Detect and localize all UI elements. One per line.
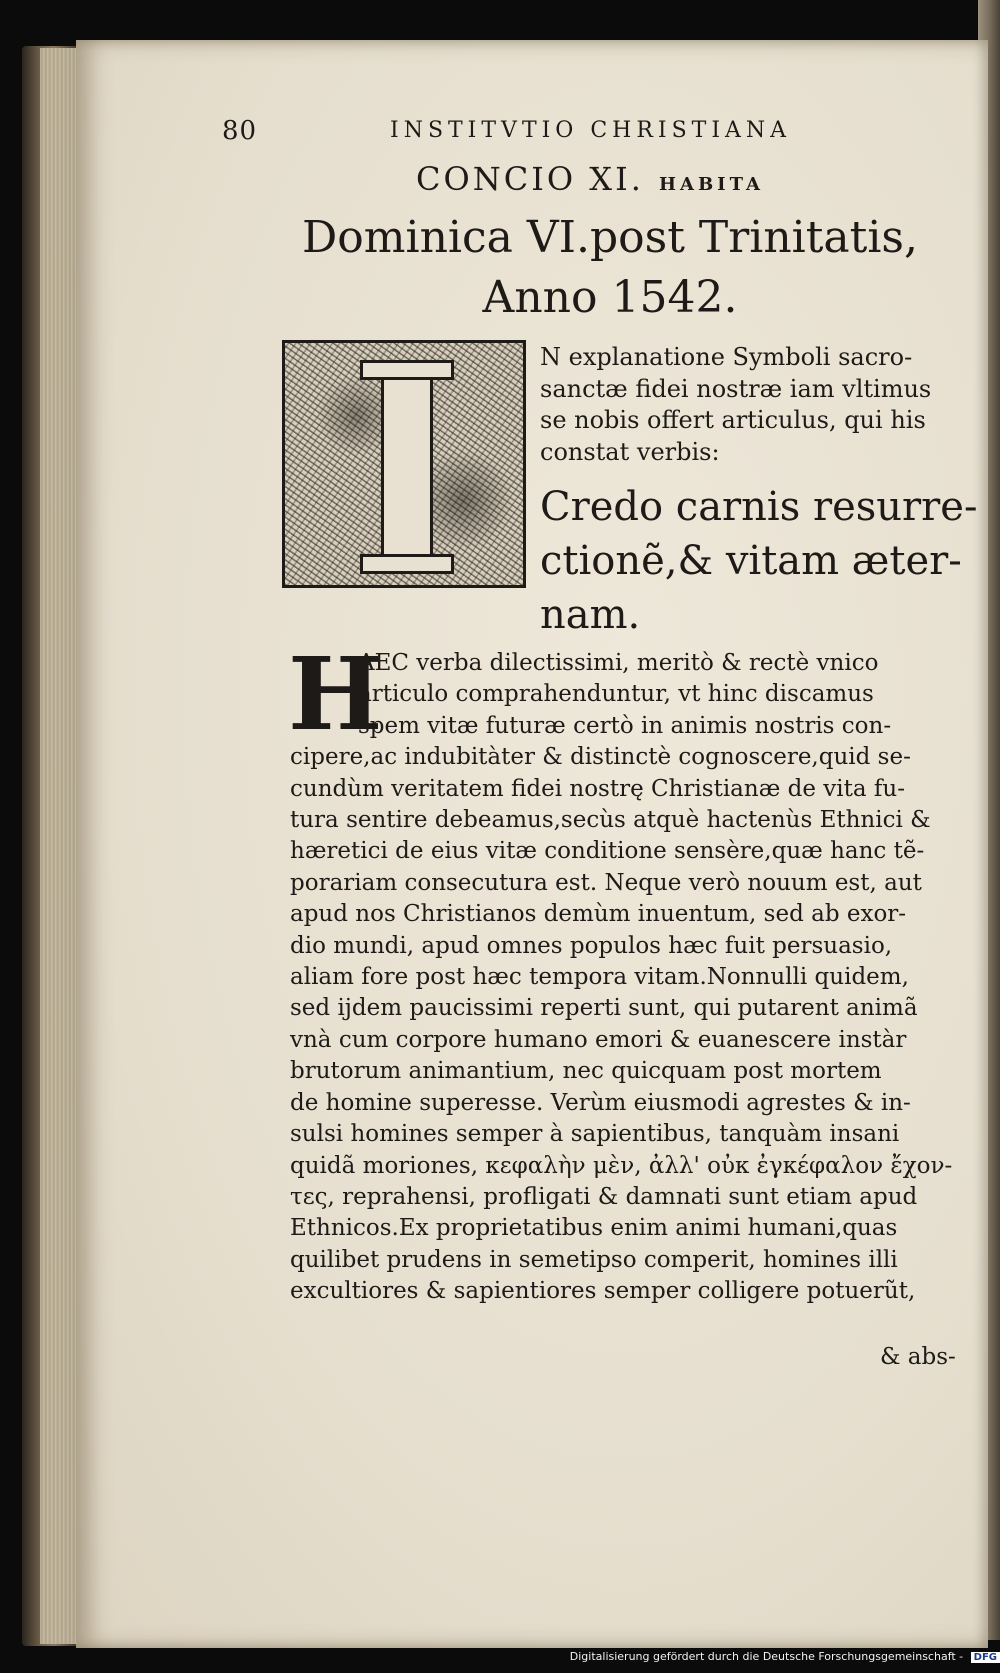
digitization-credit: [560, 1650, 1000, 1663]
body-line: quilibet prudens in semetipso comperit, homines illi: [290, 1246, 898, 1273]
body-line: hæretici de eius vitæ conditione sensère,quæ hanc tẽ-: [290, 838, 925, 865]
body-line: apud nos Christianos demùm inuentum, sed ab exor-: [290, 901, 907, 928]
body-line: de homine superesse. Verùm eiusmodi agrestes & in-: [290, 1089, 911, 1116]
creed-article: [540, 480, 978, 642]
body-line: porariam consecutura est. Neque verò nouum est, aut: [290, 869, 922, 896]
intro-paragraph: [540, 342, 960, 468]
dfg-logo: DFG: [971, 1652, 1000, 1663]
intro-line: constat verbis:: [540, 437, 720, 466]
body-line: quidã moriones, κεφαλὴν μὲν, ἀλλ' οὐκ ἐγκέφαλον ἔχον-: [290, 1152, 953, 1179]
page-number: 80: [222, 116, 258, 146]
intro-line: N explanatione Symboli sacro-: [540, 343, 913, 371]
page-stack-edge: [40, 48, 80, 1644]
body-line: brutorum animantium, nec quicquam post mortem: [290, 1058, 882, 1085]
sermon-heading: [300, 160, 880, 198]
body-line: dio mundi, apud omnes populos hæc fuit persuasio,: [290, 932, 893, 959]
body-line: articulo comprahenduntur, vt hinc discamus: [358, 681, 874, 708]
catchword: & abs-: [880, 1344, 956, 1370]
running-title: INSTITVTIO CHRISTIANA: [390, 118, 792, 143]
concio-label: CONCIO XI.: [416, 160, 644, 198]
body-line: sed ijdem paucissimi reperti sunt, qui putarent animã: [290, 995, 918, 1022]
body-line: excultiores & sapientiores semper colligere potuerũt,: [290, 1278, 916, 1305]
initial-letter-i-shape: [381, 361, 433, 573]
sermon-title: [290, 208, 930, 328]
body-line: vnà cum corpore humano emori & euanescere instàr: [290, 1026, 907, 1053]
body-line: aliam fore post hæc tempora vitam.Nonnulli quidem,: [290, 964, 909, 991]
body-line: sulsi homines semper à sapientibus, tanquàm insani: [290, 1121, 900, 1148]
intro-line: se nobis offert articulus, qui his: [540, 406, 926, 434]
credit-text: Digitalisierung gefördert durch die Deutsche Forschungsgemeinschaft -: [569, 1650, 964, 1663]
body-line: Ethnicos.Ex proprietatibus enim animi humani,quas: [290, 1215, 898, 1242]
title-line-1: Dominica VI.post Trinitatis,: [302, 212, 918, 263]
body-line: cipere,ac indubitàter & distinctè cognoscere,quid se-: [290, 744, 911, 771]
title-line-2: Anno 1542.: [482, 272, 738, 323]
habita-label: HABITA: [658, 174, 764, 195]
body-line: tura sentire debeamus,secùs atquè hactenùs Ethnici &: [290, 807, 931, 834]
body-paragraph: [290, 648, 960, 1308]
body-line: cundùm veritatem fidei nostrę Christianæ de vita fu-: [290, 775, 905, 802]
creed-line: ctionẽ,& vitam æter-: [540, 538, 962, 584]
creed-line: nam.: [540, 592, 641, 638]
intro-line: sanctæ fidei nostræ iam vltimus: [540, 374, 932, 403]
body-line: AEC verba dilectissimi, meritò & rectè vnico: [358, 650, 879, 676]
creed-line: Credo carnis resurre-: [540, 484, 978, 530]
body-line: τες, reprahensi, profligati & damnati sunt etiam apud: [290, 1183, 918, 1210]
body-line: spem vitæ futuræ certò in animis nostris con-: [358, 712, 892, 739]
drop-cap-h: H: [288, 635, 383, 753]
woodcut-initial-i: [282, 340, 526, 588]
